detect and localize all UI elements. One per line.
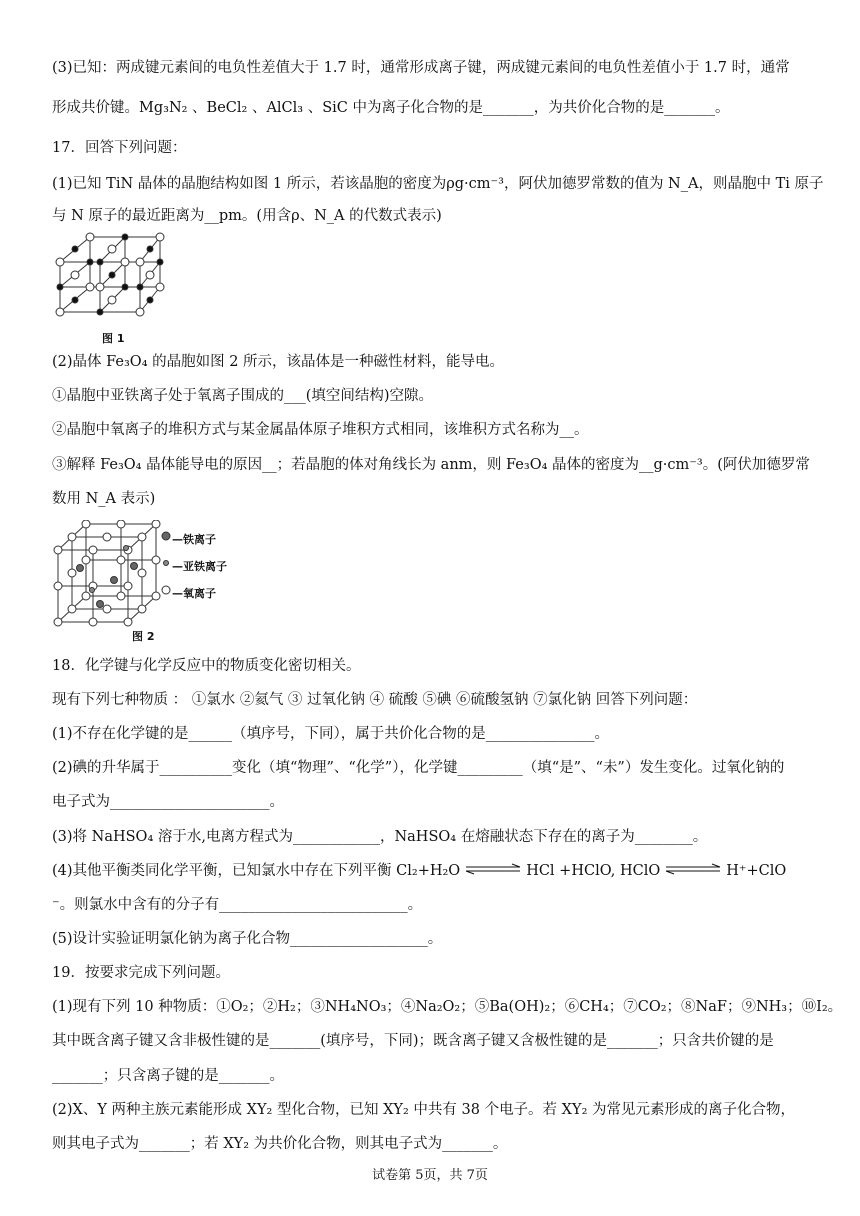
text-line: (5)设计实验证明氯化钠为离子化合物___________________。 — [52, 931, 443, 947]
text-line: 数用 N_A 表示) — [52, 491, 156, 507]
text-line: (3)将 NaHSO₄ 溶于水,电离方程式为____________，NaHSO₄ 在熔融状态下存在的离子为________。 — [52, 829, 708, 845]
text-line: 电子式为______________________。 — [52, 794, 284, 810]
question-19-title: 19．按要求完成下列问题。 — [52, 965, 230, 981]
text-line: (3)已知：两成键元素间的电负性差值大于 1.7 时，通常形成离子键，两成键元素间的电负性差值小于 1.7 时，通常 — [52, 60, 790, 76]
text-line: (2)X、Y 两种主族元素能形成 XY₂ 型化合物，已知 XY₂ 中共有 38 个电子。若 XY₂ 为常见元素形成的离子化合物， — [52, 1102, 795, 1118]
text-line: 现有下列七种物质 ： ①氯水 ②氦气 ③ 过氧化钠 ④ 硫酸 ⑤碘 ⑥硫酸氢钠 ⑦氯化钠 回答下列问题： — [52, 692, 698, 708]
text-line: 形成共价键。Mg₃N₂ 、BeCl₂ 、AlCl₃ 、SiC 中为离子化合物的是_______，为共价化合物的是_______。 — [52, 100, 730, 116]
equilibrium-line — [52, 861, 818, 881]
text-line: (2)晶体 Fe₃O₄ 的晶胞如图 2 所示，该晶体是一种磁性材料，能导电。 — [52, 354, 505, 370]
legend-ferrous-ion: —亚铁离子 — [172, 560, 227, 573]
figure-2-caption: 图 2 — [132, 630, 155, 643]
page-footer: 试卷第 5页，共 7页 — [372, 1168, 488, 1183]
legend-markers — [160, 530, 172, 600]
equilibrium-arrow-icon — [664, 863, 722, 875]
text-line: ③解释 Fe₃O₄ 晶体能导电的原因__；若晶胞的体对角线长为 anm，则 Fe₃O₄ 晶体的密度为__g·cm⁻³。(阿伏加德罗常 — [52, 457, 810, 473]
text-line: _______；只含离子键的是_______。 — [52, 1068, 284, 1084]
text-line: ⁻。则氯水中含有的分子有__________________________。 — [52, 897, 423, 913]
question-18-title: 18．化学键与化学反应中的物质变化密切相关。 — [52, 658, 361, 674]
text-line: ②晶胞中氧离子的堆积方式与某金属晶体原子堆积方式相同，该堆积方式名称为__。 — [52, 422, 589, 438]
text-line: ①晶胞中亚铁离子处于氧离子围成的___(填空间结构)空隙。 — [52, 388, 434, 404]
question-17-title: 17．回答下列问题： — [52, 140, 187, 156]
text-line: 则其电子式为_______；若 XY₂ 为共价化合物，则其电子式为_______。 — [52, 1136, 508, 1152]
text-line: 其中既含离子键又含非极性键的是_______(填序号，下同)；既含离子键又含极性键的是_______；只含共价键的是 — [52, 1033, 774, 1049]
legend-oxide-ion: —氧离子 — [172, 587, 216, 600]
figure-2-fe3o4-unit-cell — [52, 520, 164, 628]
figure-1-caption: 图 1 — [102, 332, 125, 345]
text-line: 与 N 原子的最近距离为__pm。(用含ρ、N_A 的代数式表示) — [52, 208, 442, 224]
figure-1-tin-unit-cell — [50, 232, 170, 332]
eq-suffix: H⁺+ClO — [726, 863, 787, 879]
text-line: (1)不存在化学键的是______（填序号，下同），属于共价化合物的是_______________。 — [52, 726, 610, 742]
text-line: (2)碘的升华属于__________变化（填“物理”、“化学”），化学键_________（填“是”、“未”）发生变化。过氧化钠的 — [52, 760, 785, 776]
text-line: (1)已知 TiN 晶体的晶胞结构如图 1 所示，若该晶胞的密度为ρg·cm⁻³，阿伏加德罗常数的值为 N_A，则晶胞中 Ti 原子 — [52, 176, 824, 192]
legend-iron-ion: —铁离子 — [172, 533, 216, 546]
text-line: (1)现有下列 10 种物质：①O₂；②H₂；③NH₄NO₃；④Na₂O₂；⑤Ba(OH)₂；⑥CH₄；⑦CO₂；⑧NaF；⑨NH₃；⑩I₂。 — [52, 999, 843, 1015]
equilibrium-arrow-icon — [464, 863, 522, 875]
eq-prefix: (4)其他平衡类同化学平衡，已知氯水中存在下列平衡 Cl₂+H₂O — [52, 863, 461, 879]
eq-mid: HCl +HClO, HClO — [526, 863, 661, 879]
